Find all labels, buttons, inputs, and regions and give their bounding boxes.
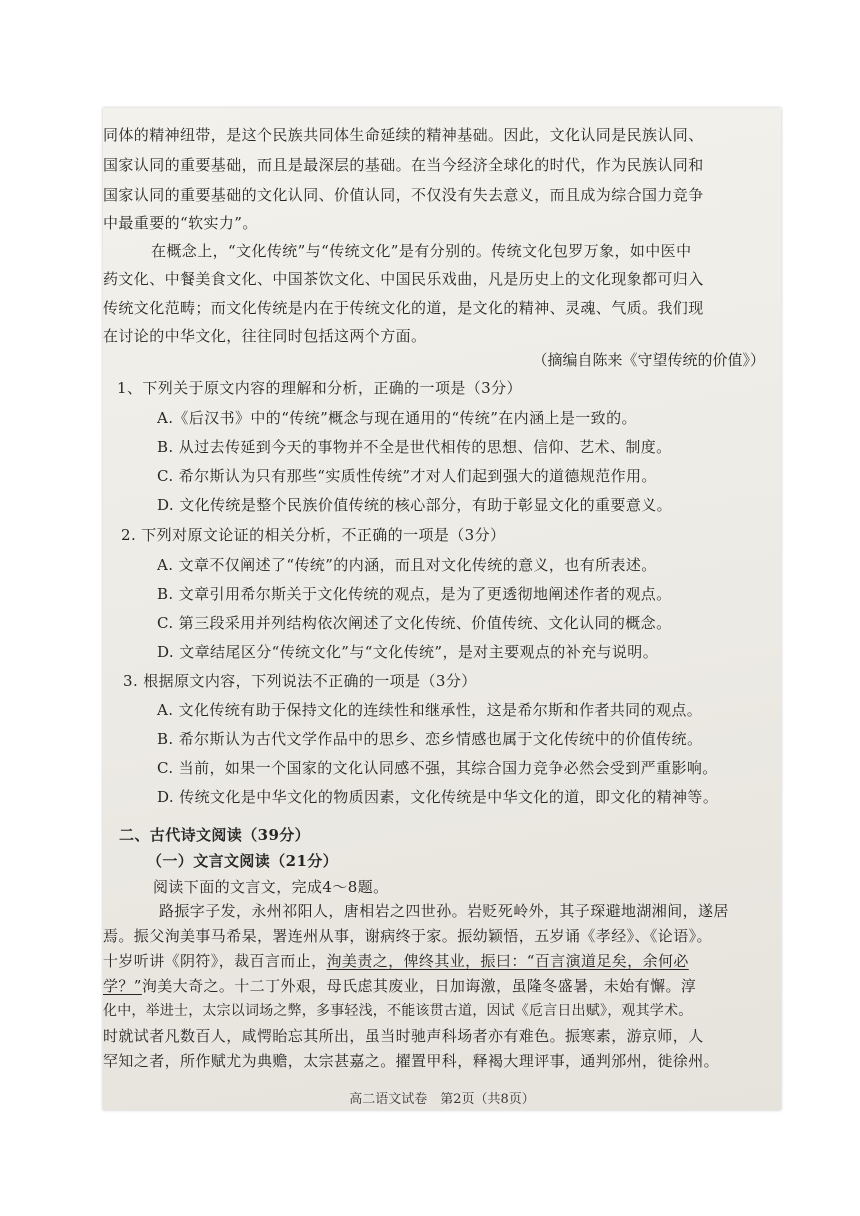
question-1-stem: 1、下列关于原文内容的理解和分析，正确的一项是（3分） [117, 379, 522, 397]
classical-text: 洵美大奇之。十二丁外艰，母氏虑其废业，日加诲激，虽隆冬盛暑，未始有懈。淳 [141, 977, 697, 995]
passage-line: 在概念上，“文化传统”与“传统文化”是有分别的。传统文化包罗万象，如中医中 [151, 242, 692, 260]
q2-option-b: B. 文章引用希尔斯关于文化传统的观点，是为了更透彻地阐述作者的观点。 [157, 585, 672, 603]
question-2-stem: 2. 下列对原文论证的相关分析，不正确的一项是（3分） [121, 526, 506, 544]
passage-line: 中最重要的“软实力”。 [103, 214, 258, 232]
passage-line: 药文化、中餐美食文化、中国茶饮文化、中国民乐戏曲，凡是历史上的文化现象都可归入 [103, 270, 704, 288]
source-citation: （摘编自陈来《守望传统的价值》） [532, 351, 765, 369]
q2-option-d: D. 文章结尾区分“传统文化”与“文化传统”，是对主要观点的补充与说明。 [157, 643, 659, 661]
passage-line: 同体的精神纽带，是这个民族共同体生命延续的精神基础。因此，文化认同是民族认同、 [103, 126, 704, 144]
classical-text: 十岁听讲《阴符》，裁百言而止， [103, 952, 327, 970]
subsection-title: （一）文言文阅读（21分） [147, 852, 339, 870]
instruction-text: 阅读下面的文言文，完成4～8题。 [153, 878, 389, 896]
q1-option-a: A.《后汉书》中的“传统”概念与现在通用的“传统”在内涵上是一致的。 [157, 409, 637, 427]
q1-option-d: D. 文化传统是整个民族价值传统的核心部分，有助于彰显文化的重要意义。 [157, 496, 673, 514]
classical-line [103, 975, 696, 996]
q2-option-a: A. 文章不仅阐述了“传统”的内涵，而且对文化传统的意义，也有所表述。 [157, 556, 657, 574]
q3-option-c: C. 当前，如果一个国家的文化认同感不强，其综合国力竞争必然会受到严重影响。 [157, 759, 718, 777]
section-title: 二、古代诗文阅读（39分） [119, 826, 311, 844]
q2-option-c: C. 第三段采用并列结构依次阐述了文化传统、价值传统、文化认同的概念。 [157, 614, 672, 632]
classical-line [103, 950, 689, 971]
q3-option-d: D. 传统文化是中华文化的物质因素，文化传统是中华文化的道，即文化的精神等。 [157, 788, 719, 806]
underlined-sentence: 学？” [103, 977, 142, 995]
passage-line: 传统文化范畴；而文化传统是内在于传统文化的道，是文化的精神、灵魂、气质。我们现 [103, 299, 704, 317]
classical-line: 焉。振父洵美事马希杲，署连州从事，谢病终于家。振幼颖悟，五岁诵《孝经》、《论语》。 [103, 927, 712, 945]
classical-line: 时就试者凡数百人，咸愕眙忘其所出，虽当时驰声科场者亦有难色。振寒素，游京师，人 [103, 1027, 704, 1045]
q3-option-a: A. 文化传统有助于保持文化的连续性和继承性，这是希尔斯和作者共同的观点。 [157, 701, 703, 719]
question-3-stem: 3. 根据原文内容，下列说法不正确的一项是（3分） [123, 672, 477, 690]
passage-line: 在讨论的中华文化，往往同时包括这两个方面。 [103, 327, 427, 345]
passage-line: 国家认同的重要基础，而且是最深层的基础。在当今经济全球化的时代，作为民族认同和 [103, 156, 704, 174]
q1-option-c: C. 希尔斯认为只有那些“实质性传统”才对人们起到强大的道德规范作用。 [157, 467, 657, 485]
q3-option-b: B. 希尔斯认为古代文学作品中的思乡、恋乡情感也属于文化传统中的价值传统。 [157, 730, 703, 748]
page-footer: 高二语文试卷 第2页（共8页） [349, 1092, 535, 1107]
exam-page [103, 108, 781, 1110]
classical-line: 路振字子发，永州祁阳人，唐相岩之四世孙。岩贬死岭外，其子琛避地湖湘间，遂居 [159, 902, 729, 920]
underlined-sentence: 洵美责之，俾终其业，振曰：“百言演道足矣，余何必 [326, 952, 689, 970]
classical-line: 罕知之者，所作赋尤为典赡，太宗甚嘉之。擢置甲科，释褐大理评事，通判邠州，徙徐州。 [103, 1052, 720, 1070]
passage-line: 国家认同的重要基础的文化认同、价值认同，不仅没有失去意义，而且成为综合国力竞争 [103, 186, 704, 204]
q1-option-b: B. 从过去传延到今天的事物并不全是世代相传的思想、信仰、艺术、制度。 [157, 438, 672, 456]
classical-line: 化中，举进士，太宗以词场之弊，多事轻浅，不能该贯古道，因试《卮言日出赋》，观其学术。 [103, 1003, 693, 1019]
